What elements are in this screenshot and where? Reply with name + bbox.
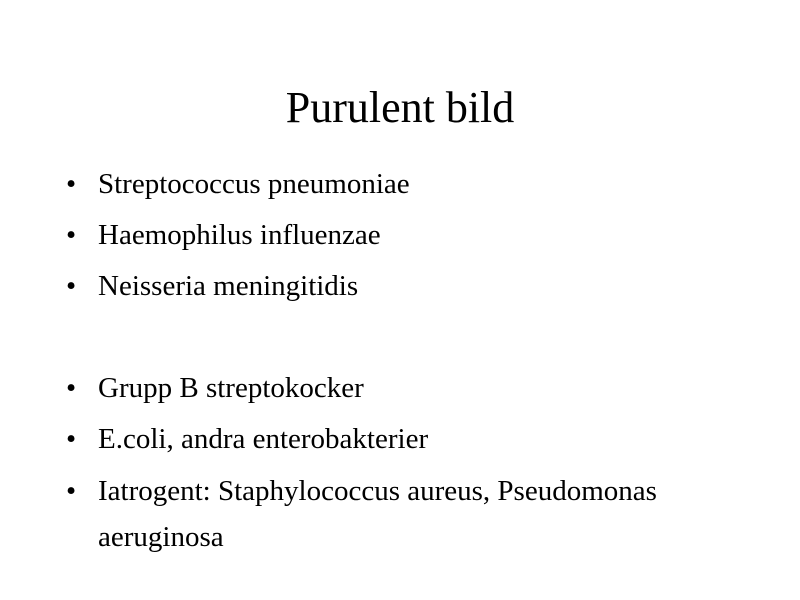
bullet-item xyxy=(66,468,746,560)
bullet-text: Iatrogent: Staphylococcus aureus, Pseudomonas aeruginosa xyxy=(98,475,657,553)
bullet-icon: • xyxy=(66,423,77,455)
bullet-icon: • xyxy=(66,372,77,404)
bullet-text: Streptococcus pneumoniae xyxy=(98,168,410,200)
bullet-item xyxy=(66,417,746,461)
bullet-item xyxy=(66,213,746,257)
slide-title: Purulent bild xyxy=(285,83,515,132)
bullet-item xyxy=(66,162,746,206)
list-spacer xyxy=(66,315,746,366)
bullet-list xyxy=(66,162,746,567)
bullet-item xyxy=(66,366,746,410)
bullet-text: Neisseria meningitidis xyxy=(98,270,359,302)
bullet-text: E.coli, andra enterobakterier xyxy=(98,423,429,455)
bullet-icon: • xyxy=(66,475,77,507)
bullet-item xyxy=(66,264,746,308)
bullet-icon: • xyxy=(66,219,77,251)
bullet-icon: • xyxy=(66,168,77,200)
bullet-icon: • xyxy=(66,270,77,302)
bullet-text: Haemophilus influenzae xyxy=(98,219,381,251)
bullet-text: Grupp B streptokocker xyxy=(98,372,364,404)
